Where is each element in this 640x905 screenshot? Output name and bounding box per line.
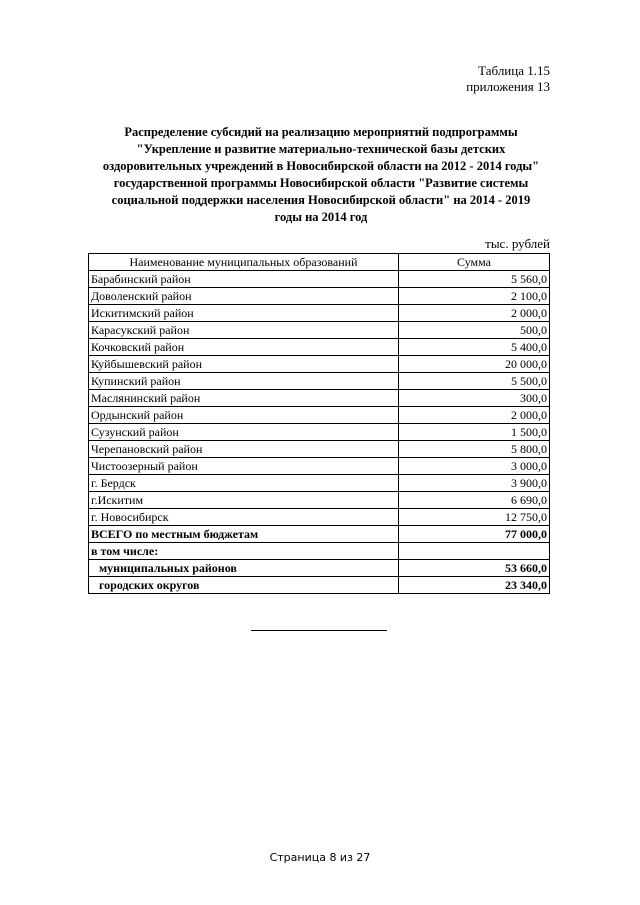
title-line: социальной поддержки населения Новосибирской области" на 2014 - 2019 [111,193,531,207]
table-row [89,356,550,373]
including-amount [399,543,550,560]
amount-cell: 3 000,0 [399,458,550,475]
title-line: государственной программы Новосибирской области "Развитие системы [113,176,529,190]
breakdown-label: городских округов [89,577,399,594]
title-line: годы на 2014 год [274,210,368,224]
breakdown-row [89,560,550,577]
district-name: Кочковский район [89,339,399,356]
table-row [89,509,550,526]
district-name: Барабинский район [89,271,399,288]
total-amount: 77 000,0 [399,526,550,543]
table-row [89,288,550,305]
table-row [89,458,550,475]
amount-cell: 2 100,0 [399,288,550,305]
amount-cell: 5 500,0 [399,373,550,390]
amount-cell: 5 400,0 [399,339,550,356]
district-name: Купинский район [89,373,399,390]
table-row [89,475,550,492]
amount-cell: 5 560,0 [399,271,550,288]
table-row [89,390,550,407]
table-row [89,305,550,322]
column-header-amount: Сумма [399,254,550,271]
district-name: Чистоозерный район [89,458,399,475]
total-row [89,526,550,543]
table-row [89,492,550,509]
district-name: Карасукский район [89,322,399,339]
amount-cell: 5 800,0 [399,441,550,458]
amount-cell: 3 900,0 [399,475,550,492]
district-name: Сузунский район [89,424,399,441]
district-name: Ордынский район [89,407,399,424]
amount-cell: 500,0 [399,322,550,339]
table-row [89,373,550,390]
separator-line [251,630,387,631]
table-row [89,441,550,458]
title-line: "Укрепление и развитие материально-технической базы детских [136,142,506,156]
table-reference [466,63,550,95]
total-label: ВСЕГО по местным бюджетам [89,526,399,543]
appendix-label: приложения 13 [466,79,550,94]
table-row [89,339,550,356]
amount-cell: 6 690,0 [399,492,550,509]
including-row [89,543,550,560]
unit-label: тыс. рублей [485,236,550,251]
amount-cell: 2 000,0 [399,407,550,424]
table-number: Таблица 1.15 [478,63,550,78]
district-name: г.Искитим [89,492,399,509]
breakdown-row [89,577,550,594]
table-header-row [89,254,550,271]
table-row [89,322,550,339]
breakdown-label: муниципальных районов [89,560,399,577]
column-header-name: Наименование муниципальных образований [89,254,399,271]
district-name: Куйбышевский район [89,356,399,373]
page-number: Страница 8 из 27 [269,851,371,864]
breakdown-amount: 23 340,0 [399,577,550,594]
district-name: Доволенский район [89,288,399,305]
breakdown-amount: 53 660,0 [399,560,550,577]
district-name: Черепановский район [89,441,399,458]
district-name: Маслянинский район [89,390,399,407]
title-line: Распределение субсидий на реализацию мероприятий подпрограммы [124,125,518,139]
amount-cell: 12 750,0 [399,509,550,526]
district-name: г. Бердск [89,475,399,492]
amount-cell: 1 500,0 [399,424,550,441]
district-name: г. Новосибирск [89,509,399,526]
amount-cell: 300,0 [399,390,550,407]
amount-cell: 20 000,0 [399,356,550,373]
document-title [80,124,562,226]
subsidy-table [88,253,550,594]
including-label: в том числе: [89,543,399,560]
title-line: оздоровительных учреждений в Новосибирской области на 2012 - 2014 годы" [102,159,540,173]
table-row [89,424,550,441]
amount-cell: 2 000,0 [399,305,550,322]
district-name: Искитимский район [89,305,399,322]
table-row [89,271,550,288]
table-row [89,407,550,424]
